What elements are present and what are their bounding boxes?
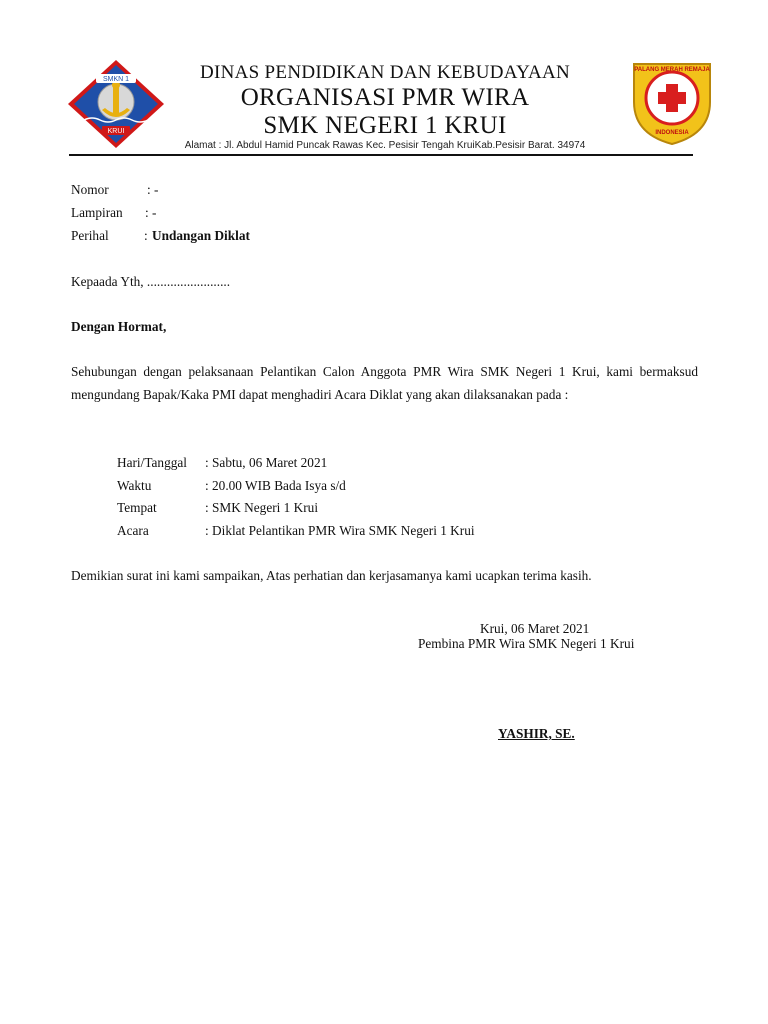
detail-label-date: Hari/Tanggal xyxy=(117,455,187,470)
letterhead-school: SMK NEGERI 1 KRUI xyxy=(263,112,507,139)
nomor-label: Nomor xyxy=(71,182,109,197)
logo-left-bottom-text: KRUI xyxy=(107,128,125,135)
pmr-emblem-logo xyxy=(624,58,720,146)
signature-place-date: Krui, 06 Maret 2021 xyxy=(480,621,590,636)
letterhead-department: DINAS PENDIDIKAN DAN KEBUDAYAAN xyxy=(199,62,571,83)
perihal-label: Perihal xyxy=(71,228,109,243)
detail-value-event: : Diklat Pelantikan PMR Wira SMK Negeri 1 Krui xyxy=(205,523,475,538)
lampiran-label: Lampiran xyxy=(71,205,123,220)
perihal-value: Undangan Diklat xyxy=(152,228,250,243)
perihal-colon: : xyxy=(144,228,148,243)
detail-value-place: : SMK Negeri 1 Krui xyxy=(205,500,319,515)
detail-label-event: Acara xyxy=(117,523,149,538)
nomor-value: : - xyxy=(147,182,159,197)
salutation: Dengan Hormat, xyxy=(71,319,167,334)
logo-right-bottom-text: INDONESIA xyxy=(655,130,689,136)
detail-value-time: : 20.00 WIB Bada Isya s/d xyxy=(205,478,346,493)
logo-right-arc-text: PALANG MERAH REMAJA xyxy=(634,67,710,73)
intro-paragraph: Sehubungan dengan pelaksanaan Pelantikan Calon Anggota PMR Wira SMK Negeri 1 Krui, kami bermaksud mengundang Bapak/Kaka PMI dapat menghadiri Acara Diklat yang akan dilaksanakan pada : xyxy=(71,364,698,402)
recipient-line: Kepaada Yth, ......................... xyxy=(71,274,231,289)
detail-value-date: : Sabtu, 06 Maret 2021 xyxy=(205,455,328,470)
letterhead-organization: ORGANISASI PMR WIRA xyxy=(240,84,530,111)
letterhead-divider xyxy=(69,154,693,156)
signature-name: YASHIR, SE. xyxy=(498,726,575,741)
detail-label-time: Waktu xyxy=(117,478,152,493)
letterhead-address: Alamat : Jl. Abdul Hamid Puncak Rawas Kec. Pesisir Tengah KruiKab.Pesisir Barat. 34974 xyxy=(184,140,586,151)
school-emblem-logo xyxy=(66,58,166,150)
detail-label-place: Tempat xyxy=(117,500,157,515)
closing-paragraph: Demikian surat ini kami sampaikan, Atas perhatian dan kerjasamanya kami ucapkan terima kasih. xyxy=(71,568,592,583)
logo-left-top-text: SMKN 1 xyxy=(102,76,130,83)
signature-role: Pembina PMR Wira SMK Negeri 1 Krui xyxy=(418,636,635,651)
lampiran-value: : - xyxy=(145,205,157,220)
